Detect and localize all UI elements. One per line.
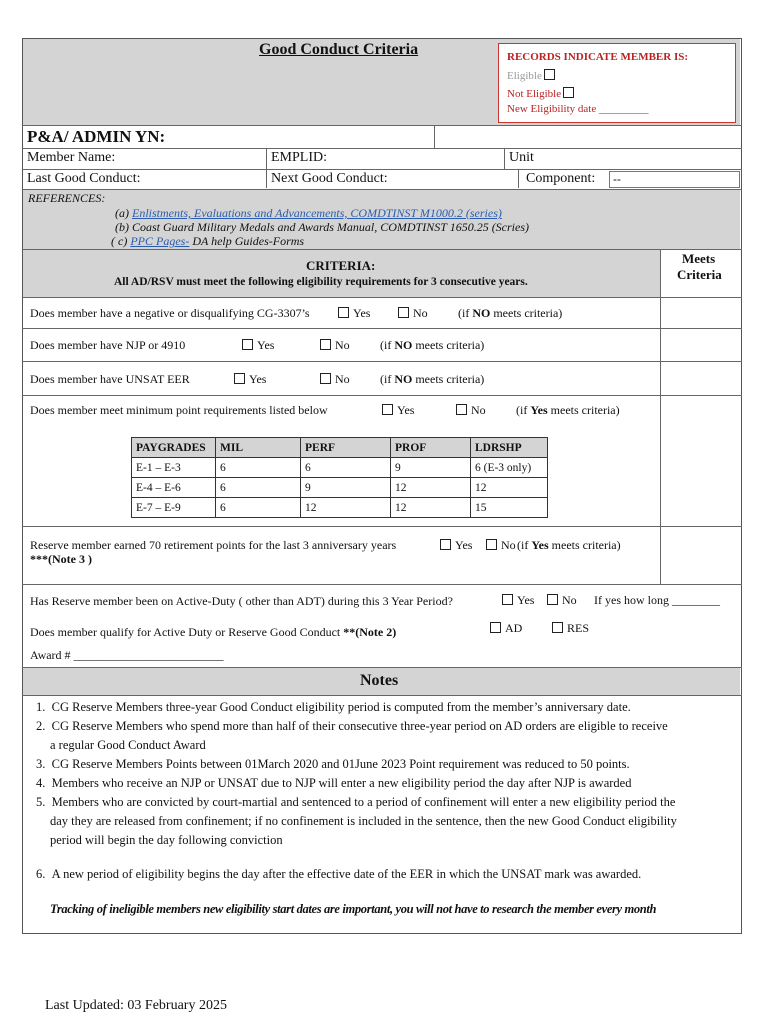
table-row <box>132 458 548 478</box>
divider <box>22 148 742 149</box>
references-label: REFERENCES: <box>28 191 106 205</box>
q7-res-option[interactable] <box>550 621 589 636</box>
meets-label: Meets <box>682 251 716 266</box>
table-header: PROF <box>391 438 471 458</box>
table-cell: 6 <box>216 498 301 518</box>
note-suffix: meets criteria) <box>548 538 621 552</box>
q1-yes-checkbox[interactable] <box>338 307 349 318</box>
q6-yes-option[interactable] <box>500 593 534 608</box>
q6-yes-label: Yes <box>517 593 535 607</box>
note-3 <box>36 757 630 772</box>
note-2 <box>36 719 668 734</box>
q7-res-label: RES <box>567 621 590 635</box>
notes-title: Notes <box>360 672 399 689</box>
table-cell: 6 <box>216 458 301 478</box>
q3-no-checkbox[interactable] <box>320 373 331 384</box>
q3-yes-label: Yes <box>249 372 267 386</box>
note-bold: Yes <box>530 403 548 417</box>
tracking-note: Tracking of ineligible members new eligibility start dates are important, you will not have to research the member every month <box>50 902 657 916</box>
component-value: -- <box>613 172 621 186</box>
q4-yes-option[interactable] <box>380 403 414 418</box>
reference-c-link[interactable]: PPC Pages- <box>130 234 190 248</box>
reference-a <box>115 206 502 221</box>
note-number: 1. <box>36 700 52 714</box>
note-2-cont: a regular Good Conduct Award <box>50 738 206 752</box>
q3-no-label: No <box>335 372 350 386</box>
q3-yes-checkbox[interactable] <box>234 373 245 384</box>
note-5-cont: day they are released from confinement; if no confinement is included in the sentence, then the new Good Conduct eligibility <box>50 814 677 828</box>
paygrade-table <box>131 437 548 518</box>
page-title: Good Conduct Criteria <box>259 41 419 58</box>
q3-note <box>380 372 484 387</box>
reference-a-prefix: (a) <box>115 206 132 220</box>
meets-criteria-column-divider <box>660 249 661 584</box>
note-number: 6. <box>36 867 52 881</box>
note-number: 4. <box>36 776 52 790</box>
divider <box>266 148 267 188</box>
table-header: PAYGRADES <box>132 438 216 458</box>
table-cell: 15 <box>471 498 548 518</box>
note-suffix: meets criteria) <box>412 338 485 352</box>
q4-no-label: No <box>471 403 486 417</box>
note-bold: NO <box>472 306 491 320</box>
note-suffix: meets criteria) <box>547 403 620 417</box>
question-cg3307: Does member have a negative or disqualifying CG-3307’s <box>30 306 310 320</box>
reference-c-prefix: ( c) <box>111 234 131 248</box>
table-cell: 12 <box>391 498 471 518</box>
table-cell: 12 <box>301 498 391 518</box>
q4-yes-label: Yes <box>397 403 415 417</box>
q4-no-checkbox[interactable] <box>456 404 467 415</box>
reference-c-suffix: DA help Guides-Forms <box>189 234 305 248</box>
q1-no-label: No <box>413 306 428 320</box>
eligible-label: Eligible <box>507 70 542 82</box>
q7-ad-option[interactable] <box>488 621 522 636</box>
table-row <box>132 478 548 498</box>
reference-c <box>111 234 304 249</box>
table-row <box>132 498 548 518</box>
question-unsat-eer: Does member have UNSAT EER <box>30 372 190 386</box>
records-heading: RECORDS INDICATE MEMBER IS: <box>507 51 689 63</box>
q5-no-option[interactable] <box>484 538 516 553</box>
q2-yes-checkbox[interactable] <box>242 339 253 350</box>
table-header: MIL <box>216 438 301 458</box>
note-prefix: (if <box>380 372 395 386</box>
note-prefix: (if <box>458 306 473 320</box>
records-new-date[interactable]: New Eligibility date _________ <box>507 103 649 115</box>
q2-no-label: No <box>335 338 350 352</box>
award-number-field[interactable]: Award # _________________________ <box>30 648 224 662</box>
note-prefix: (if <box>380 338 395 352</box>
note-4-text: Members who receive an NJP or UNSAT due to NJP will enter a new eligibility period the day after NJP is awarded <box>51 776 632 790</box>
last-updated: Last Updated: 03 February 2025 <box>45 998 227 1013</box>
q4-yes-checkbox[interactable] <box>382 404 393 415</box>
table-cell: 6 (E-3 only) <box>471 458 548 478</box>
q7-ad-label: AD <box>505 621 523 635</box>
note-5-text: Members who are convicted by court-martial and sentenced to a period of confinement will enter a new eligibility period the <box>51 795 676 809</box>
question-njp: Does member have NJP or 4910 <box>30 338 186 352</box>
divider <box>22 584 742 585</box>
q1-note <box>458 306 562 321</box>
q7-ad-checkbox[interactable] <box>490 622 501 633</box>
q5-note3: ***(Note 3 ) <box>30 552 92 566</box>
divider <box>22 395 742 396</box>
not-eligible-label: Not Eligible <box>507 88 562 100</box>
note-suffix: meets criteria) <box>412 372 485 386</box>
note-number: 3. <box>36 757 52 771</box>
unit-field[interactable]: Unit <box>509 150 534 165</box>
question-min-points: Does member meet minimum point requirements listed below <box>30 403 328 417</box>
q2-no-option[interactable] <box>318 338 350 353</box>
q6-yes-checkbox[interactable] <box>502 594 513 605</box>
criteria-subtitle: All AD/RSV must meet the following eligibility requirements for 3 consecutive years. <box>114 276 528 288</box>
table-cell: 12 <box>471 478 548 498</box>
note-1-text: CG Reserve Members three-year Good Conduct eligibility period is computed from the member’s anniversary date. <box>51 700 631 714</box>
q5-no-label: No <box>501 538 516 552</box>
table-header: LDRSHP <box>471 438 548 458</box>
q1-no-checkbox[interactable] <box>398 307 409 318</box>
note-5 <box>36 795 675 810</box>
table-header: PERF <box>301 438 391 458</box>
table-cell: 9 <box>301 478 391 498</box>
q2-note <box>380 338 484 353</box>
member-name-field[interactable]: Member Name: <box>27 150 116 165</box>
question-retirement-points: Reserve member earned 70 retirement points for the last 3 anniversary years <box>30 538 397 552</box>
q2-yes-option[interactable] <box>240 338 274 353</box>
note-suffix: meets criteria) <box>490 306 563 320</box>
note-bold: NO <box>394 338 413 352</box>
next-good-conduct-field[interactable]: Next Good Conduct: <box>271 171 388 186</box>
divider <box>22 125 742 126</box>
q3-no-option[interactable] <box>318 372 350 387</box>
emplid-field[interactable]: EMPLID: <box>271 150 327 165</box>
note-number: 2. <box>36 719 52 733</box>
reference-a-link[interactable]: Enlistments, Evaluations and Advancements, COMDTINST M1000.2 (series) <box>132 206 502 220</box>
q6-no-label: No <box>562 593 577 607</box>
divider <box>22 328 742 329</box>
component-label: Component: <box>526 171 596 186</box>
q4-no-option[interactable] <box>454 403 486 418</box>
divider <box>504 148 505 169</box>
q2-yes-label: Yes <box>257 338 275 352</box>
table-cell: E-1 – E-3 <box>132 458 216 478</box>
table-cell: 6 <box>216 478 301 498</box>
table-cell: 9 <box>391 458 471 478</box>
question-active-duty: Has Reserve member been on Active-Duty ( other than ADT) during this 3 Year Period? <box>30 594 453 608</box>
note-3-text: CG Reserve Members Points between 01March 2020 and 01June 2023 Point requirement was reduced to 50 points. <box>51 757 630 771</box>
table-header-row <box>132 438 548 458</box>
q2-no-checkbox[interactable] <box>320 339 331 350</box>
table-cell: 6 <box>301 458 391 478</box>
note-6 <box>36 867 641 882</box>
question-qualify <box>30 625 396 640</box>
divider <box>22 361 742 362</box>
note-prefix: (if <box>516 403 531 417</box>
q4-note <box>516 403 620 418</box>
q6-how-long-field[interactable]: If yes how long ________ <box>594 593 720 607</box>
component-select[interactable] <box>609 171 740 188</box>
reference-b: (b) Coast Guard Military Medals and Awards Manual, COMDTINST 1650.25 (Scries) <box>115 220 530 234</box>
divider <box>22 297 742 298</box>
q1-no-option[interactable] <box>396 306 428 321</box>
q7-text: Does member qualify for Active Duty or Reserve Good Conduct <box>30 625 344 639</box>
q5-yes-label: Yes <box>455 538 473 552</box>
note-5-cont2: period will begin the day following conviction <box>50 833 283 847</box>
criteria-title: CRITERIA: <box>306 258 376 273</box>
table-cell: E-7 – E-9 <box>132 498 216 518</box>
divider <box>22 526 742 527</box>
criteria-label: Criteria <box>677 267 722 282</box>
note-4 <box>36 776 631 791</box>
pa-admin-label: P&A/ ADMIN YN: <box>27 127 166 146</box>
divider <box>22 695 742 696</box>
table-cell: 12 <box>391 478 471 498</box>
note-bold: NO <box>394 372 413 386</box>
q7-note2: **(Note 2) <box>343 625 397 639</box>
q6-no-checkbox[interactable] <box>547 594 558 605</box>
q1-yes-option[interactable] <box>336 306 370 321</box>
q5-yes-checkbox[interactable] <box>440 539 451 550</box>
q6-no-option[interactable] <box>545 593 577 608</box>
note-2-text: CG Reserve Members who spend more than half of their consecutive three-year period on AD orders are eligible to receive <box>51 719 668 733</box>
q1-yes-label: Yes <box>353 306 371 320</box>
table-cell: E-4 – E-6 <box>132 478 216 498</box>
note-number: 5. <box>36 795 52 809</box>
q5-note <box>517 538 621 553</box>
q3-yes-option[interactable] <box>232 372 266 387</box>
note-1 <box>36 700 631 715</box>
divider <box>434 125 435 148</box>
note-bold: Yes <box>531 538 549 552</box>
last-good-conduct-field[interactable]: Last Good Conduct: <box>27 171 141 186</box>
q5-no-checkbox[interactable] <box>486 539 497 550</box>
q5-yes-option[interactable] <box>438 538 472 553</box>
note-6-text: A new period of eligibility begins the day after the effective date of the EER in which the UNSAT mark was awarded. <box>51 867 642 881</box>
note-prefix: (if <box>517 538 532 552</box>
q7-res-checkbox[interactable] <box>552 622 563 633</box>
